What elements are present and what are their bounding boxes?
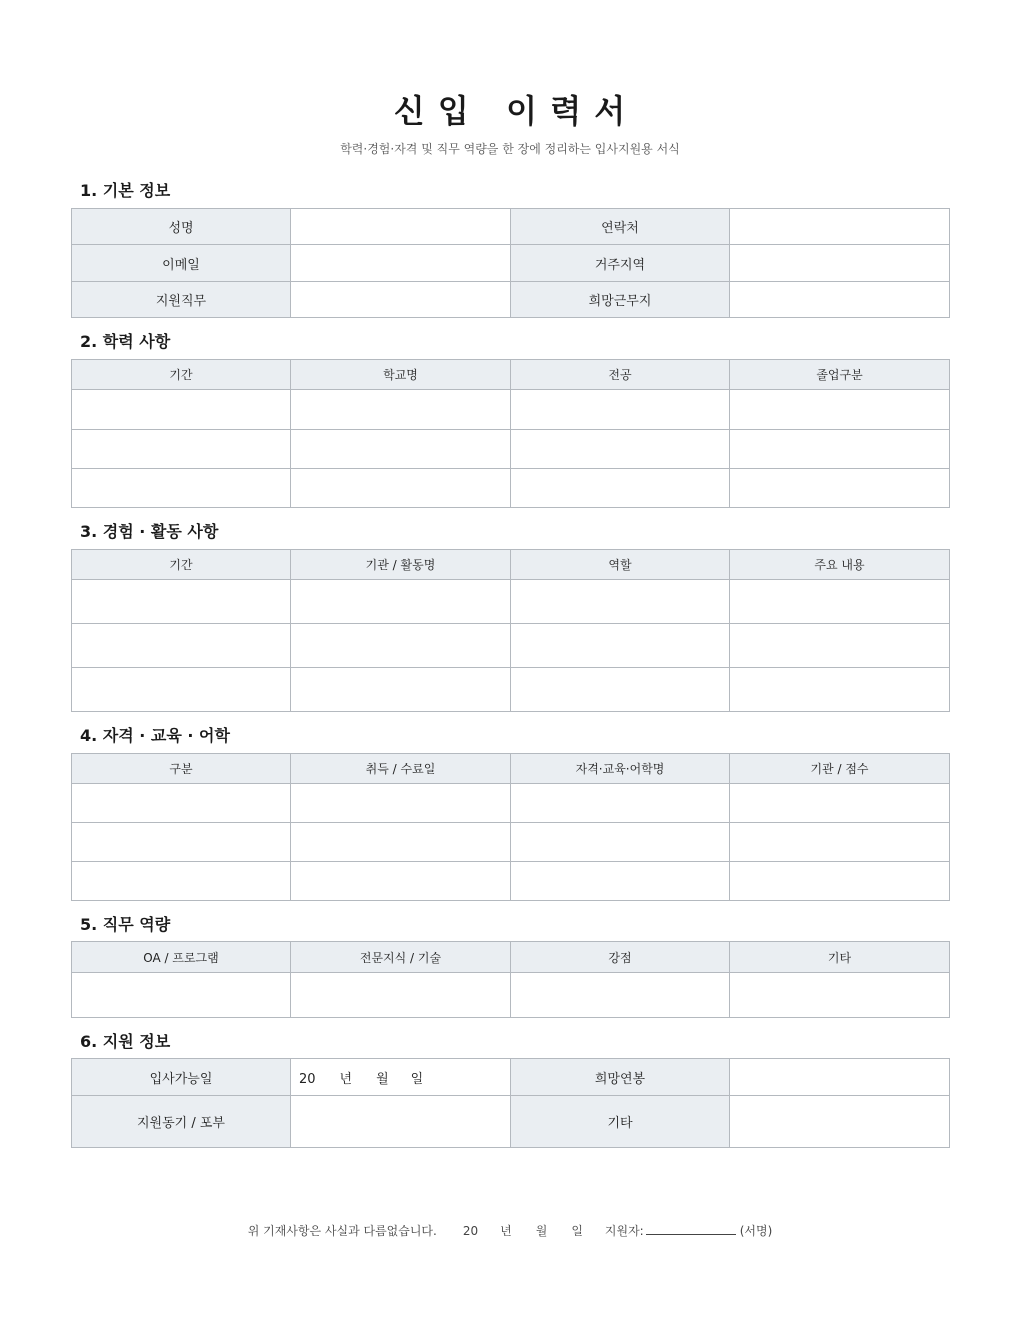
header-qualification-name: 자격·교육·어학명 bbox=[511, 754, 730, 784]
footer-day-unit: 일 bbox=[571, 1224, 583, 1238]
footer-declaration bbox=[0, 1222, 1020, 1239]
application-table bbox=[71, 1058, 950, 1148]
table-cell[interactable] bbox=[511, 823, 730, 862]
table-cell[interactable] bbox=[730, 624, 950, 668]
label-job: 지원직무 bbox=[72, 282, 291, 318]
table-cell[interactable] bbox=[730, 973, 950, 1018]
footer-applicant-label: 지원자: bbox=[604, 1224, 644, 1238]
table-row bbox=[72, 624, 950, 668]
date-day-unit: 일 bbox=[410, 1071, 424, 1087]
header-organization: 기관 / 활동명 bbox=[291, 550, 511, 580]
table-header-row bbox=[72, 754, 950, 784]
table-cell[interactable] bbox=[730, 390, 950, 430]
label-start-date: 입사가능일 bbox=[72, 1059, 291, 1096]
table-cell[interactable] bbox=[72, 973, 291, 1018]
table-row bbox=[72, 469, 950, 508]
header-school: 학교명 bbox=[291, 360, 511, 390]
header-other: 기타 bbox=[730, 942, 950, 973]
table-cell[interactable] bbox=[730, 668, 950, 712]
table-cell[interactable] bbox=[291, 430, 511, 469]
table-cell[interactable] bbox=[511, 624, 730, 668]
job-field[interactable] bbox=[291, 282, 511, 318]
residence-field[interactable] bbox=[730, 245, 950, 282]
header-major: 전공 bbox=[511, 360, 730, 390]
table-row bbox=[72, 245, 950, 282]
section-title-application: 6. 지원 정보 bbox=[80, 1032, 171, 1051]
table-cell[interactable] bbox=[730, 469, 950, 508]
table-cell[interactable] bbox=[511, 668, 730, 712]
table-row bbox=[72, 862, 950, 901]
header-period: 기간 bbox=[72, 360, 291, 390]
table-cell[interactable] bbox=[72, 390, 291, 430]
date-year-unit: 년 bbox=[339, 1071, 353, 1087]
table-cell[interactable] bbox=[72, 430, 291, 469]
table-cell[interactable] bbox=[291, 823, 511, 862]
section-title-qualification: 4. 자격 · 교육 · 어학 bbox=[80, 726, 230, 745]
label-email: 이메일 bbox=[72, 245, 291, 282]
date-month-unit: 월 bbox=[376, 1071, 389, 1087]
education-table bbox=[71, 359, 950, 508]
basic-info-table bbox=[71, 208, 950, 318]
start-date-field[interactable] bbox=[291, 1059, 511, 1096]
table-cell[interactable] bbox=[511, 469, 730, 508]
signature-line[interactable] bbox=[646, 1223, 736, 1235]
label-contact: 연락처 bbox=[511, 209, 730, 245]
header-strength: 강점 bbox=[511, 942, 730, 973]
section-title-experience: 3. 경험 · 활동 사항 bbox=[80, 522, 219, 541]
header-description: 주요 내용 bbox=[730, 550, 950, 580]
other-field[interactable] bbox=[730, 1096, 950, 1148]
document-title: 신 입 이 력 서 bbox=[393, 92, 627, 130]
table-cell[interactable] bbox=[511, 784, 730, 823]
email-field[interactable] bbox=[291, 245, 511, 282]
workplace-field[interactable] bbox=[730, 282, 950, 318]
label-residence: 거주지역 bbox=[511, 245, 730, 282]
footer-year-unit: 년 bbox=[500, 1224, 512, 1238]
date-year: 20 bbox=[299, 1071, 316, 1087]
table-cell[interactable] bbox=[72, 823, 291, 862]
table-row bbox=[72, 1059, 950, 1096]
table-cell[interactable] bbox=[291, 390, 511, 430]
table-cell[interactable] bbox=[72, 469, 291, 508]
motivation-field[interactable] bbox=[291, 1096, 511, 1148]
table-row bbox=[72, 784, 950, 823]
label-desired-salary: 희망연봉 bbox=[511, 1059, 730, 1096]
table-cell[interactable] bbox=[730, 580, 950, 624]
table-row bbox=[72, 973, 950, 1018]
table-cell[interactable] bbox=[291, 624, 511, 668]
footer-year: 20 bbox=[462, 1224, 479, 1238]
desired-salary-field[interactable] bbox=[730, 1059, 950, 1096]
label-motivation: 지원동기 / 포부 bbox=[72, 1096, 291, 1148]
table-cell[interactable] bbox=[72, 580, 291, 624]
qualification-table bbox=[71, 753, 950, 901]
table-cell[interactable] bbox=[72, 668, 291, 712]
table-row bbox=[72, 430, 950, 469]
table-cell[interactable] bbox=[291, 973, 511, 1018]
header-category: 구분 bbox=[72, 754, 291, 784]
document-subtitle: 학력·경험·자격 및 직무 역량을 한 장에 정리하는 입사지원용 서식 bbox=[340, 142, 680, 156]
table-row bbox=[72, 823, 950, 862]
table-cell[interactable] bbox=[730, 862, 950, 901]
table-row bbox=[72, 580, 950, 624]
label-other: 기타 bbox=[511, 1096, 730, 1148]
header-oa-program: OA / 프로그램 bbox=[72, 942, 291, 973]
table-cell[interactable] bbox=[730, 430, 950, 469]
section-title-competency: 5. 직무 역량 bbox=[80, 915, 171, 934]
name-field[interactable] bbox=[291, 209, 511, 245]
table-cell[interactable] bbox=[291, 580, 511, 624]
table-cell[interactable] bbox=[291, 862, 511, 901]
header-graduation: 졸업구분 bbox=[730, 360, 950, 390]
table-header-row bbox=[72, 360, 950, 390]
table-cell[interactable] bbox=[730, 784, 950, 823]
table-header-row bbox=[72, 550, 950, 580]
header-date: 취득 / 수료일 bbox=[291, 754, 511, 784]
header-institution-score: 기관 / 점수 bbox=[730, 754, 950, 784]
table-row bbox=[72, 282, 950, 318]
table-cell[interactable] bbox=[730, 823, 950, 862]
table-cell[interactable] bbox=[291, 784, 511, 823]
table-row bbox=[72, 390, 950, 430]
table-cell[interactable] bbox=[511, 862, 730, 901]
footer-statement: 위 기재사항은 사실과 다름없습니다. bbox=[247, 1224, 437, 1238]
table-row bbox=[72, 668, 950, 712]
table-row bbox=[72, 209, 950, 245]
table-cell[interactable] bbox=[72, 862, 291, 901]
label-name: 성명 bbox=[72, 209, 291, 245]
footer-month-unit: 월 bbox=[535, 1224, 548, 1238]
header-expertise: 전문지식 / 기술 bbox=[291, 942, 511, 973]
table-cell[interactable] bbox=[291, 668, 511, 712]
competency-table bbox=[71, 941, 950, 1018]
table-cell[interactable] bbox=[291, 469, 511, 508]
table-header-row bbox=[72, 942, 950, 973]
section-title-basic: 1. 기본 정보 bbox=[80, 181, 171, 200]
header-period: 기간 bbox=[72, 550, 291, 580]
label-workplace: 희망근무지 bbox=[511, 282, 730, 318]
table-cell[interactable] bbox=[72, 784, 291, 823]
table-cell[interactable] bbox=[511, 580, 730, 624]
contact-field[interactable] bbox=[730, 209, 950, 245]
table-cell[interactable] bbox=[511, 430, 730, 469]
table-cell[interactable] bbox=[72, 624, 291, 668]
section-title-education: 2. 학력 사항 bbox=[80, 332, 171, 351]
experience-table bbox=[71, 549, 950, 712]
footer-sign-label: (서명) bbox=[739, 1224, 773, 1238]
table-cell[interactable] bbox=[511, 973, 730, 1018]
table-cell[interactable] bbox=[511, 390, 730, 430]
table-row bbox=[72, 1096, 950, 1148]
header-role: 역할 bbox=[511, 550, 730, 580]
